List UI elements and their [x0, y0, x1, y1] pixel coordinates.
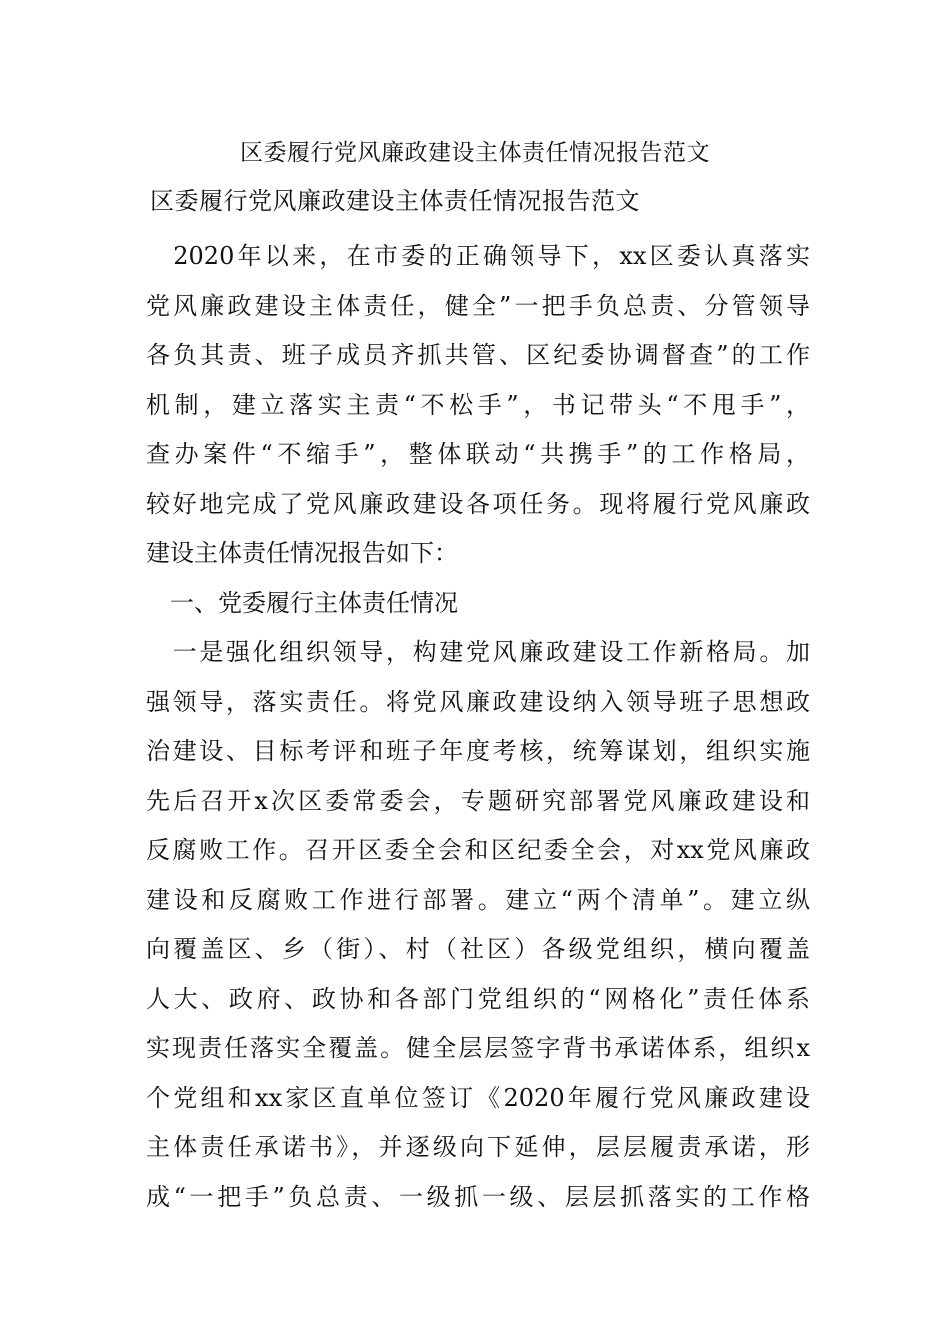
text-line: 人大、政府、政协和各部门党组织的“网格化”责任体系 — [146, 984, 810, 1013]
text-line: 机制，建立落实主责“不松手”，书记带头“不甩手”， — [146, 390, 810, 419]
document-subtitle: 区委履行党风廉政建设主体责任情况报告范文 — [150, 187, 640, 215]
text-line: 治建设、目标考评和班子年度考核，统筹谋划，组织实施 — [146, 737, 810, 765]
text-line: 成“一把手”负总责、一级抓一级、层层抓落实的工作格 — [146, 1182, 810, 1211]
document-title: 区委履行党风廉政建设主体责任情况报告范文 — [240, 140, 710, 166]
text-line: 2020年以来，在市委的正确领导下，xx区委认真落实 — [146, 242, 810, 270]
text-line: 先后召开x次区委常委会，专题研究部署党风廉政建设和 — [146, 786, 810, 815]
text-line: 强领导，落实责任。将党风廉政建设纳入领导班子思想政 — [146, 687, 810, 716]
text-line: 实现责任落实全覆盖。健全层层签字背书承诺体系，组织x — [146, 1034, 810, 1062]
text-line: 查办案件“不缩手”，整体联动“共携手”的工作格局， — [146, 440, 810, 468]
text-line: 各负其责、班子成员齐抓共管、区纪委协调督查”的工作 — [146, 341, 810, 369]
paragraph-section-one — [146, 628, 810, 1222]
text-line: 主体责任承诺书》，并逐级向下延伸，层层履责承诺，形 — [146, 1133, 810, 1161]
text-line: 建设和反腐败工作进行部署。建立“两个清单”。建立纵 — [146, 885, 810, 914]
section-heading — [146, 579, 810, 629]
text-line: 向覆盖区、乡（街）、村（社区）各级党组织，横向覆盖 — [146, 935, 810, 963]
text-line: 建设主体责任情况报告如下： — [146, 539, 458, 567]
text-line: 一是强化组织领导，构建党风廉政建设工作新格局。加 — [146, 638, 810, 666]
text-line: 党风廉政建设主体责任，健全”一把手负总责、分管领导 — [146, 291, 810, 320]
text-line: 个党组和xx家区直单位签订《2020年履行党风廉政建设 — [146, 1083, 810, 1112]
text-line: 反腐败工作。召开区委全会和区纪委全会，对xx党风廉政 — [146, 836, 810, 864]
text-line: 较好地完成了党风廉政建设各项任务。现将履行党风廉政 — [146, 489, 810, 518]
document-body — [146, 232, 810, 1222]
section-heading-text: 一、党委履行主体责任情况 — [146, 588, 458, 617]
paragraph-intro — [146, 232, 810, 579]
